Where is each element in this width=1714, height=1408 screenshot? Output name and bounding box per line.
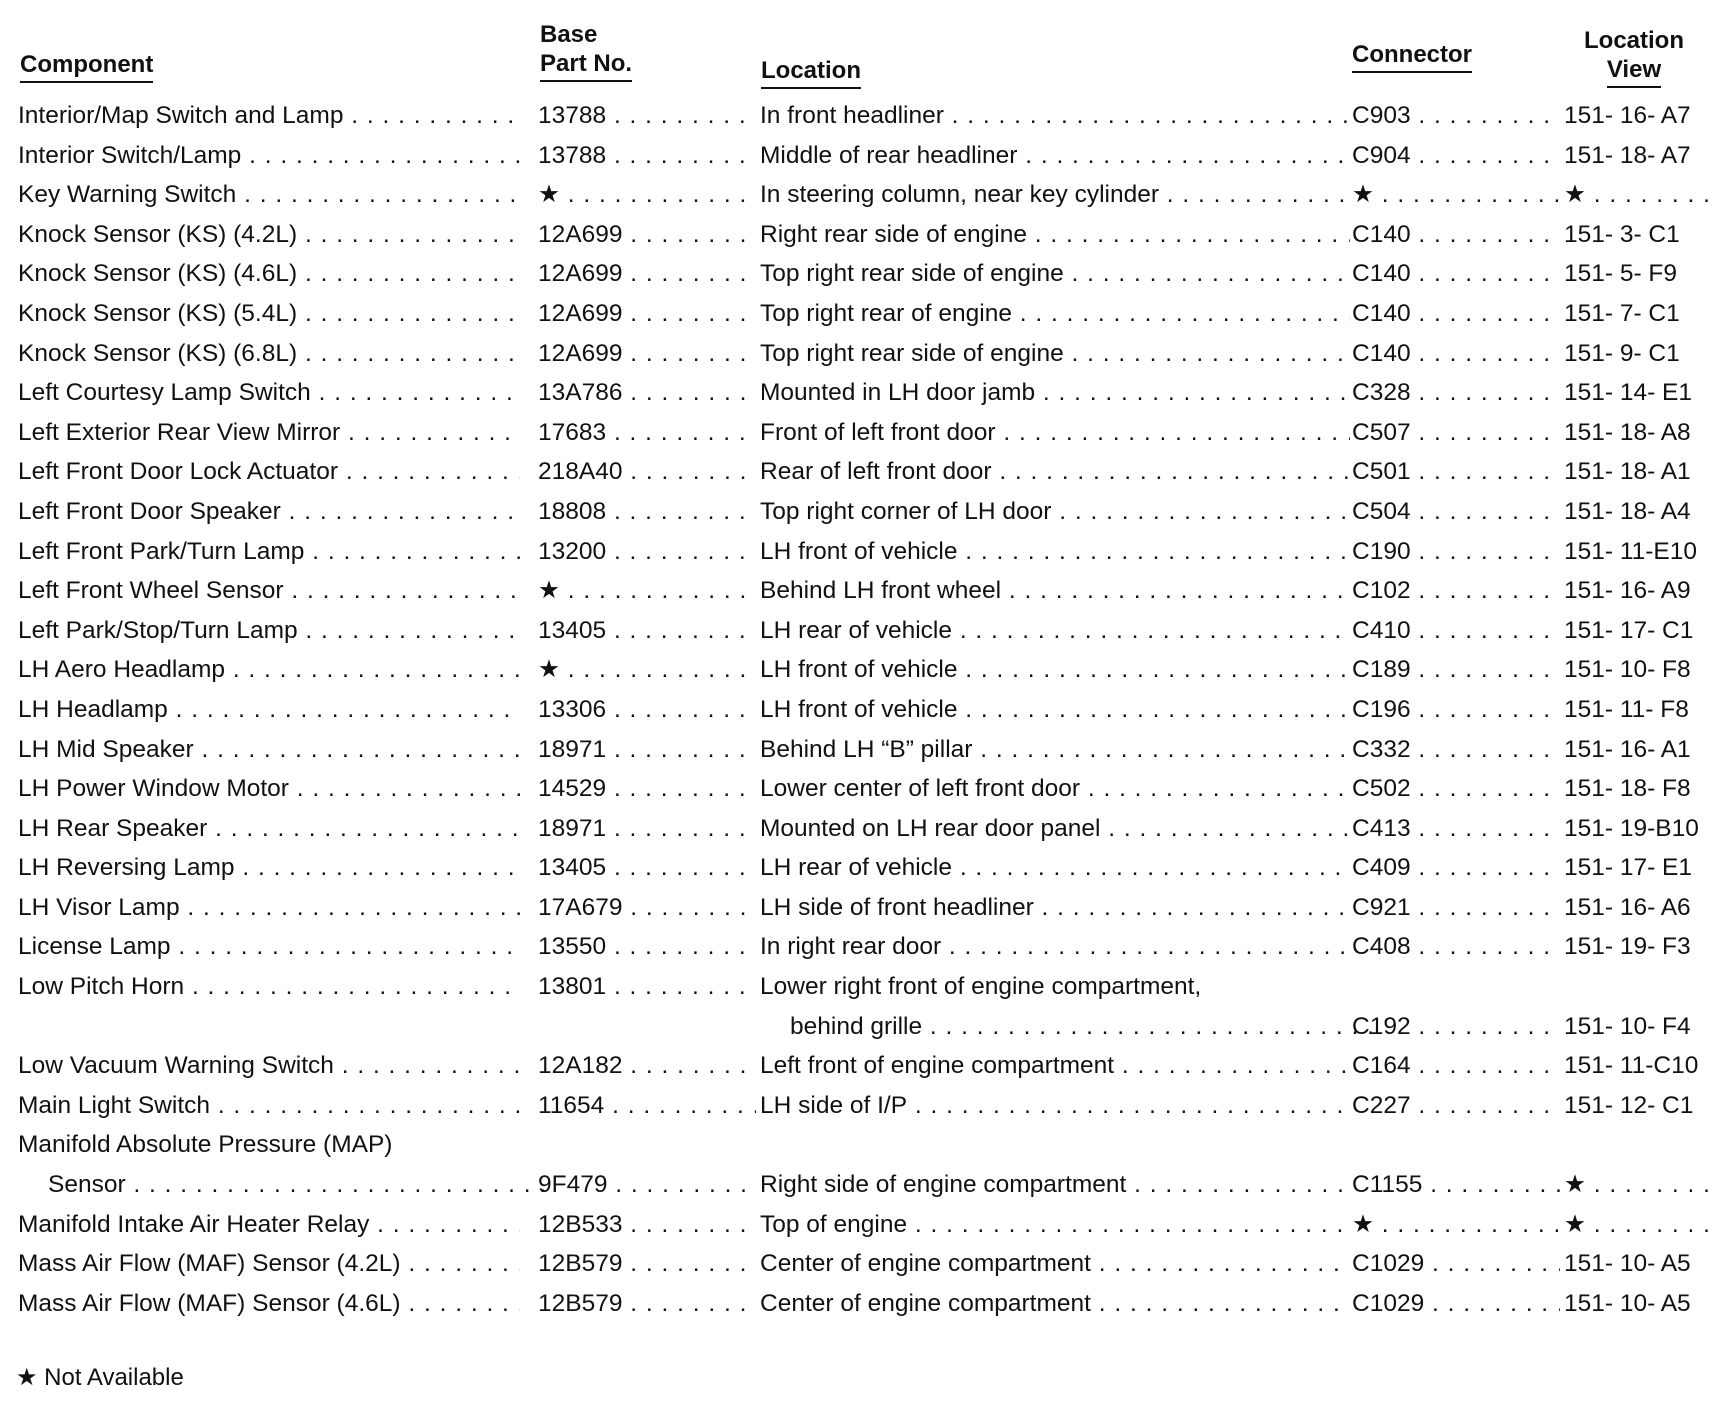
cell-view: 151- 10- F8 [1564, 656, 1691, 684]
cell-component: Mass Air Flow (MAF) Sensor (4.6L) . . . [18, 1284, 520, 1324]
cell-component: Left Park/Stop/Turn Lamp . . . [18, 611, 520, 651]
cell-component: Left Front Park/Turn Lamp . . . [18, 532, 520, 572]
table-row [0, 1086, 1714, 1126]
cell-location: Top of engine . . . [760, 1205, 1350, 1245]
cell-component: LH Rear Speaker . . . [18, 809, 520, 849]
cell-part: 18971 . . . [538, 730, 756, 770]
table-row [0, 769, 1714, 809]
cell-view [1564, 967, 1710, 1007]
cell-part [538, 1007, 756, 1047]
cell-view: 151- 10- A5 [1564, 1250, 1691, 1278]
cell-connector: C196 . . . [1352, 690, 1560, 730]
table-row [0, 1205, 1714, 1245]
cell-location: Behind LH “B” pillar . . . [760, 730, 1350, 770]
table-row [0, 1165, 1714, 1205]
cell-connector: C140 . . . [1352, 294, 1560, 334]
cell-location: Center of engine compartment . . . [760, 1244, 1350, 1284]
table-row [0, 136, 1714, 176]
cell-part: 13306 . . . [538, 690, 756, 730]
cell-part: 12A699 . . . [538, 334, 756, 374]
header-base-part-line2: Part No. [540, 49, 632, 82]
table-row [0, 1284, 1714, 1324]
cell-part: 12B579 . . . [538, 1244, 756, 1284]
cell-part: 13405 . . . [538, 848, 756, 888]
cell-view: ★ . . . [1564, 1205, 1710, 1245]
cell-component: Low Vacuum Warning Switch . . . [18, 1046, 520, 1086]
table-row [0, 1007, 1714, 1047]
cell-part: 18808 . . . [538, 492, 756, 532]
cell-component: Knock Sensor (KS) (5.4L) . . . [18, 294, 520, 334]
cell-connector: C140 . . . [1352, 215, 1560, 255]
cell-view: 151- 18- A1 [1564, 458, 1691, 486]
table-row [0, 1046, 1714, 1086]
cell-view: 151- 18- A8 [1564, 418, 1691, 446]
cell-view: 151- 14- E1 [1564, 379, 1693, 407]
cell-connector: C501 . . . [1352, 452, 1560, 492]
cell-connector: C504 . . . [1352, 492, 1560, 532]
cell-location: LH front of vehicle . . . [760, 690, 1350, 730]
table-row [0, 611, 1714, 651]
cell-connector: C921 . . . [1352, 888, 1560, 928]
parts-table [0, 96, 1714, 1323]
cell-connector: C904 . . . [1352, 136, 1560, 176]
cell-part: 13788 . . . [538, 136, 756, 176]
cell-location: In right rear door . . . [760, 927, 1350, 967]
cell-connector: C409 . . . [1352, 848, 1560, 888]
table-row [0, 254, 1714, 294]
table-row [0, 848, 1714, 888]
cell-view: 151- 17- C1 [1564, 616, 1694, 644]
table-row [0, 492, 1714, 532]
cell-view: 151- 18- F8 [1564, 775, 1691, 803]
cell-location: behind grille . . . [760, 1007, 1380, 1047]
cell-component: Knock Sensor (KS) (4.6L) . . . [18, 254, 520, 294]
cell-component: LH Power Window Motor . . . [18, 769, 520, 809]
cell-part: 17A679 . . . [538, 888, 756, 928]
table-row [0, 888, 1714, 928]
cell-part: 11654 . . . [538, 1086, 756, 1126]
cell-connector: C413 . . . [1352, 809, 1560, 849]
cell-connector: C507 . . . [1352, 413, 1560, 453]
cell-component: Left Courtesy Lamp Switch . . . [18, 373, 520, 413]
cell-location: Lower right front of engine compartment, [760, 973, 1202, 1001]
header-component: Component [20, 50, 153, 83]
table-row [0, 690, 1714, 730]
cell-component [18, 1007, 520, 1047]
cell-part: 9F479 . . . [538, 1165, 756, 1205]
cell-connector: C408 . . . [1352, 927, 1560, 967]
cell-view: 151- 19- F3 [1564, 933, 1691, 961]
cell-connector: C1029 . . . [1352, 1244, 1560, 1284]
cell-part [538, 1125, 756, 1165]
cell-connector: C140 . . . [1352, 254, 1560, 294]
cell-view: 151- 3- C1 [1564, 220, 1680, 248]
cell-connector: C903 . . . [1352, 96, 1560, 136]
table-row [0, 334, 1714, 374]
cell-location: Rear of left front door . . . [760, 452, 1350, 492]
cell-view: 151- 11-C10 [1564, 1052, 1699, 1080]
cell-part: ★ . . . [538, 650, 756, 690]
header-base-part [540, 20, 632, 82]
cell-component: Key Warning Switch . . . [18, 175, 520, 215]
cell-view: 151- 18- A7 [1564, 141, 1691, 169]
cell-location: Top right rear side of engine . . . [760, 254, 1350, 294]
cell-location: LH side of front headliner . . . [760, 888, 1350, 928]
cell-location: Mounted in LH door jamb . . . [760, 373, 1350, 413]
table-row [0, 175, 1714, 215]
cell-view: 151- 16- A6 [1564, 893, 1691, 921]
table-row [0, 967, 1714, 1007]
cell-location: Center of engine compartment . . . [760, 1284, 1350, 1324]
cell-part: 12A182 . . . [538, 1046, 756, 1086]
cell-part: 12B533 . . . [538, 1205, 756, 1245]
cell-location: LH rear of vehicle . . . [760, 848, 1350, 888]
cell-view: 151- 9- C1 [1564, 339, 1680, 367]
cell-view: 151- 17- E1 [1564, 854, 1693, 882]
table-row [0, 1244, 1714, 1284]
cell-connector: C1155 . . . [1352, 1165, 1560, 1205]
cell-view: 151- 16- A7 [1564, 102, 1691, 129]
cell-component: LH Aero Headlamp . . . [18, 650, 520, 690]
cell-view: 151- 7- C1 [1564, 299, 1680, 327]
cell-component: Left Front Wheel Sensor . . . [18, 571, 520, 611]
cell-connector [1352, 967, 1560, 1007]
cell-component: LH Visor Lamp . . . [18, 888, 520, 928]
cell-location: Behind LH front wheel . . . [760, 571, 1350, 611]
table-row [0, 730, 1714, 770]
table-row [0, 650, 1714, 690]
cell-part: 12A699 . . . [538, 215, 756, 255]
table-row [0, 373, 1714, 413]
cell-connector: C410 . . . [1352, 611, 1560, 651]
cell-view: 151- 11- F8 [1564, 695, 1689, 723]
cell-view: ★ . . . [1564, 1165, 1710, 1205]
cell-component: Mass Air Flow (MAF) Sensor (4.2L) . . . [18, 1244, 520, 1284]
cell-connector: C102 . . . [1352, 571, 1560, 611]
cell-view: 151- 10- F4 [1564, 1012, 1691, 1040]
cell-connector: C190 . . . [1352, 532, 1560, 572]
cell-component: Knock Sensor (KS) (6.8L) . . . [18, 334, 520, 374]
cell-connector: C332 . . . [1352, 730, 1560, 770]
cell-part: 13788 . . . [538, 96, 756, 136]
cell-location: Top right corner of LH door . . . [760, 492, 1350, 532]
cell-location: Left front of engine compartment . . . [760, 1046, 1350, 1086]
cell-location: Front of left front door . . . [760, 413, 1350, 453]
cell-connector: C328 . . . [1352, 373, 1560, 413]
cell-location: In front headliner . . . [760, 96, 1350, 136]
cell-location: LH side of I/P . . . [760, 1086, 1350, 1126]
cell-connector: ★ . . . [1352, 1205, 1560, 1245]
cell-component: Left Front Door Lock Actuator . . . [18, 452, 520, 492]
footnote-not-available: ★ Not Available [16, 1364, 184, 1391]
cell-component: Sensor . . . [18, 1165, 550, 1205]
cell-part: 13801 . . . [538, 967, 756, 1007]
cell-component: LH Reversing Lamp . . . [18, 848, 520, 888]
header-view-line2: View [1607, 55, 1661, 88]
cell-location: LH front of vehicle . . . [760, 650, 1350, 690]
cell-part: ★ . . . [538, 175, 756, 215]
cell-location: Top right rear of engine . . . [760, 294, 1350, 334]
cell-location: Lower center of left front door . . . [760, 769, 1350, 809]
cell-component: Low Pitch Horn . . . [18, 967, 520, 1007]
cell-connector: C1029 . . . [1352, 1284, 1560, 1324]
cell-part: 17683 . . . [538, 413, 756, 453]
table-row [0, 413, 1714, 453]
cell-location: Right rear side of engine . . . [760, 215, 1350, 255]
cell-view: 151- 16- A1 [1564, 735, 1691, 763]
table-row [0, 809, 1714, 849]
cell-view: 151- 5- F9 [1564, 260, 1678, 288]
cell-component: Knock Sensor (KS) (4.2L) . . . [18, 215, 520, 255]
cell-location: Mounted on LH rear door panel . . . [760, 809, 1350, 849]
cell-view: 151- 18- A4 [1564, 497, 1691, 525]
table-row [0, 571, 1714, 611]
table-row [0, 294, 1714, 334]
header-view-line1: Location [1584, 27, 1684, 54]
table-row [0, 215, 1714, 255]
cell-part: 18971 . . . [538, 809, 756, 849]
cell-part: ★ . . . [538, 571, 756, 611]
cell-view: 151- 11-E10 [1564, 537, 1698, 565]
cell-part: 13200 . . . [538, 532, 756, 572]
cell-part: 12A699 . . . [538, 254, 756, 294]
cell-component: Left Front Door Speaker . . . [18, 492, 520, 532]
cell-view: 151- 12- C1 [1564, 1091, 1694, 1119]
cell-connector: ★ . . . [1352, 175, 1560, 215]
cell-part: 12B579 . . . [538, 1284, 756, 1324]
cell-view: ★ . . . [1564, 175, 1710, 215]
cell-part: 13405 . . . [538, 611, 756, 651]
cell-component: License Lamp . . . [18, 927, 520, 967]
table-row [0, 927, 1714, 967]
cell-connector: C164 . . . [1352, 1046, 1560, 1086]
cell-connector: C189 . . . [1352, 650, 1560, 690]
cell-location [760, 1125, 1350, 1165]
cell-part: 14529 . . . [538, 769, 756, 809]
cell-component: LH Mid Speaker . . . [18, 730, 520, 770]
cell-part: 13A786 . . . [538, 373, 756, 413]
cell-component: LH Headlamp . . . [18, 690, 520, 730]
cell-connector [1352, 1125, 1560, 1165]
cell-part: 12A699 . . . [538, 294, 756, 334]
cell-connector: C192 . . . [1352, 1007, 1560, 1047]
cell-location: Right side of engine compartment . . . [760, 1165, 1350, 1205]
cell-location: Middle of rear headliner . . . [760, 136, 1350, 176]
cell-connector: C502 . . . [1352, 769, 1560, 809]
cell-part: 13550 . . . [538, 927, 756, 967]
cell-component: Manifold Absolute Pressure (MAP) [18, 1131, 393, 1159]
cell-location: LH rear of vehicle . . . [760, 611, 1350, 651]
cell-component: Manifold Intake Air Heater Relay . . . [18, 1205, 520, 1245]
table-row [0, 1125, 1714, 1165]
cell-component: Main Light Switch . . . [18, 1086, 520, 1126]
cell-connector: C140 . . . [1352, 334, 1560, 374]
cell-location: Top right rear side of engine . . . [760, 334, 1350, 374]
table-row [0, 452, 1714, 492]
table-row [0, 96, 1714, 136]
header-location-view [1560, 26, 1708, 88]
cell-component: Left Exterior Rear View Mirror . . . [18, 413, 520, 453]
header-base-part-line1: Base [540, 21, 598, 48]
cell-view: 151- 19-B10 [1564, 814, 1699, 842]
cell-component: Interior Switch/Lamp . . . [18, 136, 520, 176]
header-location: Location [761, 56, 861, 89]
cell-location: LH front of vehicle . . . [760, 532, 1350, 572]
cell-view: 151- 10- A5 [1564, 1289, 1691, 1317]
cell-view [1564, 1125, 1710, 1165]
header-connector: Connector [1352, 40, 1472, 73]
cell-component: Interior/Map Switch and Lamp . . . [18, 96, 520, 136]
cell-connector: C227 . . . [1352, 1086, 1560, 1126]
cell-view: 151- 16- A9 [1564, 577, 1691, 605]
cell-part: 218A40 . . . [538, 452, 756, 492]
table-row [0, 532, 1714, 572]
cell-location: In steering column, near key cylinder . . . [760, 175, 1350, 215]
